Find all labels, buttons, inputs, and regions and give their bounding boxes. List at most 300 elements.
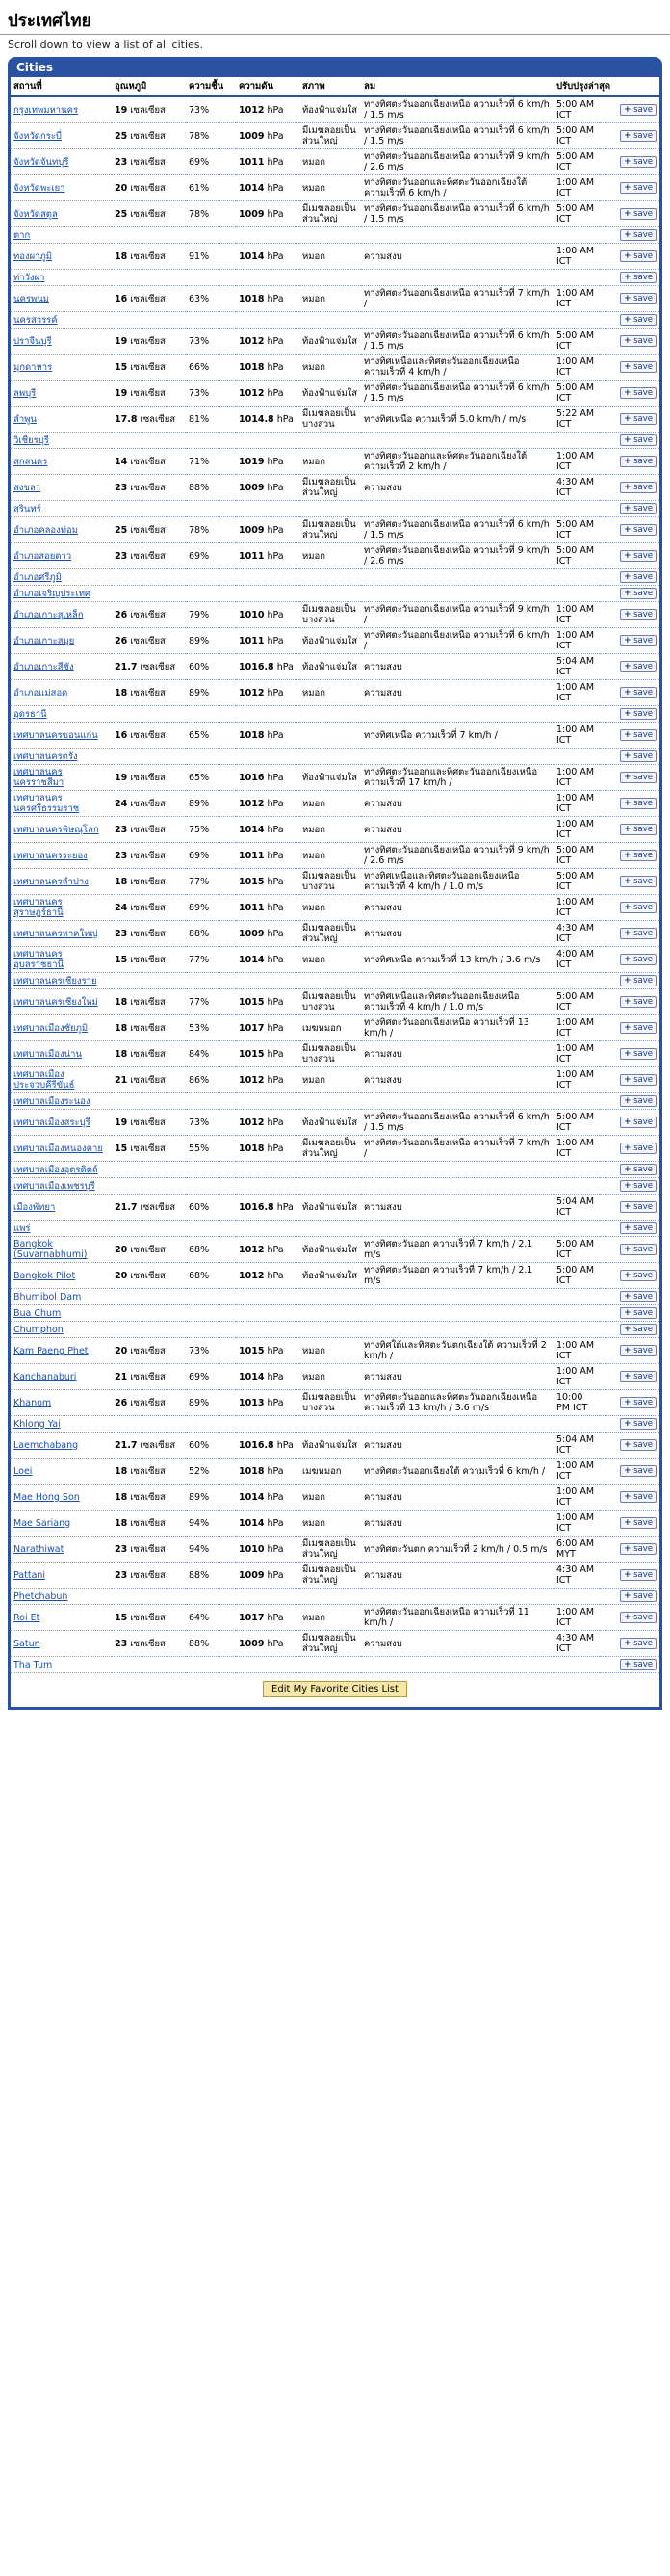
pressure-unit: hPa [267, 387, 284, 399]
save-button[interactable] [620, 104, 657, 116]
condition-value: มีเมฆลอยเป็นบางส่วน [299, 602, 361, 628]
save-button[interactable] [620, 1638, 657, 1649]
city-link[interactable]: มุกดาหาร [13, 361, 53, 373]
city-link[interactable]: เทศบาลนครระยอง [13, 850, 88, 861]
save-label: save [633, 1544, 653, 1554]
humidity-value: 68% [186, 1263, 236, 1289]
pressure-unit: hPa [267, 335, 284, 347]
condition-value: หมอก [299, 286, 361, 312]
pressure-value: 1013 [239, 1397, 265, 1408]
save-button[interactable] [620, 975, 657, 986]
city-link[interactable]: อำเภอแม่สอด [13, 687, 68, 698]
condition-value: มีเมฆลอยเป็นบางส่วน [299, 989, 361, 1015]
city-link[interactable]: เทศบาลนครพิษณุโลก [13, 824, 99, 835]
save-button[interactable] [620, 1397, 657, 1408]
city-link[interactable]: Phetchabun [13, 1590, 68, 1602]
col-condition: สภาพ [299, 77, 361, 96]
save-label: save [633, 730, 653, 740]
save-button[interactable] [620, 661, 657, 672]
save-button[interactable] [620, 729, 657, 741]
city-link[interactable]: Mae Sariang [13, 1517, 71, 1529]
save-button[interactable] [620, 1465, 657, 1477]
condition-value: ท้องฟ้าแจ่มใส [299, 765, 361, 791]
table-row [11, 501, 659, 517]
save-button[interactable] [620, 798, 657, 809]
pressure-unit: hPa [267, 1517, 284, 1529]
save-label: save [633, 105, 653, 115]
humidity-value [186, 312, 236, 329]
save-button[interactable] [620, 1439, 657, 1451]
city-link[interactable]: Bangkok Pilot [13, 1270, 76, 1281]
updated-value: 5:04 AM ICT [554, 1433, 600, 1459]
plus-icon: + [624, 1223, 631, 1233]
temp-value: 16 [115, 729, 128, 741]
save-button[interactable] [620, 571, 657, 583]
save-button[interactable] [620, 1612, 657, 1623]
save-button[interactable] [620, 772, 657, 783]
plus-icon: + [624, 1372, 631, 1381]
save-button[interactable] [620, 750, 657, 762]
condition-value: หมอก [299, 355, 361, 381]
updated-value: 1:00 AM ICT [554, 817, 600, 843]
save-button[interactable] [620, 1022, 657, 1034]
save-button[interactable] [620, 1307, 657, 1319]
wind-value: ความสงบ [361, 817, 554, 843]
city-link[interactable]: เทศบาลนครเชียงใหม่ [13, 996, 98, 1008]
save-button[interactable] [620, 387, 657, 399]
plus-icon: + [624, 483, 631, 492]
city-link[interactable]: สกลนคร [13, 456, 48, 467]
edit-favorites-button[interactable]: Edit My Favorite Cities List [263, 1681, 407, 1697]
updated-value: 6:00 AM MYT [554, 1537, 600, 1563]
condition-value [299, 1221, 361, 1237]
pressure-value: 1010 [239, 609, 265, 620]
updated-value [554, 312, 600, 329]
save-button[interactable] [620, 996, 657, 1008]
city-link[interactable]: เทศบาลเมืองระนอง [13, 1095, 90, 1107]
city-link[interactable]: ตาก [13, 229, 31, 241]
plus-icon: + [624, 1271, 631, 1280]
city-link[interactable]: เทศบาลนครลำปาง [13, 876, 89, 887]
plus-icon: + [624, 551, 631, 561]
city-link[interactable]: Khlong Yai [13, 1418, 61, 1430]
updated-value: 1:00 AM ICT [554, 244, 600, 270]
save-label: save [633, 1292, 653, 1301]
temp-unit: เซลเซียส [130, 687, 166, 698]
table-row [11, 1589, 659, 1605]
city-link[interactable]: ลำพูน [13, 413, 37, 425]
wind-value: ทางทิศตะวันออกเฉียงเหนือ ความเร็วที่ 7 km/h / [361, 1136, 554, 1162]
temp-unit: เซลเซียส [140, 413, 176, 425]
plus-icon: + [624, 525, 631, 535]
city-link[interactable]: อำเภอสอยดาว [13, 550, 72, 562]
pressure-unit: hPa [267, 182, 284, 194]
plus-icon: + [624, 610, 631, 619]
table-row [11, 569, 659, 586]
city-link[interactable]: อุดรธานี [13, 708, 47, 720]
pressure-unit: hPa [267, 1117, 284, 1128]
city-link[interactable]: แพร่ [13, 1222, 31, 1234]
condition-value [299, 312, 361, 329]
temp-value: 20 [115, 1270, 128, 1281]
updated-value: 5:00 AM ICT [554, 201, 600, 227]
save-button[interactable] [620, 293, 657, 304]
city-link[interactable]: Bua Chum [13, 1307, 62, 1319]
plus-icon: + [624, 294, 631, 303]
humidity-value: 73% [186, 1338, 236, 1364]
save-label: save [633, 1466, 653, 1476]
plus-icon: + [624, 230, 631, 240]
wind-value: ทางทิศตะวันออกเฉียงใต้ ความเร็วที่ 6 km/h / [361, 1459, 554, 1485]
city-link[interactable]: กรุงเทพมหานคร [13, 104, 79, 116]
table-row [11, 433, 659, 449]
humidity-value: 73% [186, 96, 236, 123]
save-button[interactable] [620, 1345, 657, 1356]
condition-value: ท้องฟ้าแจ่มใส [299, 1433, 361, 1459]
save-button[interactable] [620, 434, 657, 446]
condition-value: มีเมฆลอยเป็นส่วนใหญ่ [299, 1537, 361, 1563]
save-button[interactable] [620, 1222, 657, 1234]
updated-value: 5:00 AM ICT [554, 96, 600, 123]
save-button[interactable] [620, 229, 657, 241]
city-link[interactable]: อำเภอเกาะสีชัง [13, 661, 74, 672]
table-row [11, 355, 659, 381]
save-button[interactable] [620, 361, 657, 373]
pressure-unit: hPa [267, 1638, 284, 1649]
temp-value: 20 [115, 182, 128, 194]
save-button[interactable] [620, 876, 657, 887]
save-label: save [633, 1325, 653, 1334]
humidity-value [186, 1589, 236, 1605]
city-link[interactable]: ปราจีนบุรี [13, 335, 52, 347]
save-button[interactable] [620, 1543, 657, 1555]
save-button[interactable] [620, 1659, 657, 1670]
table-row [11, 449, 659, 475]
city-link[interactable]: ท่าวังผา [13, 272, 45, 283]
save-button[interactable] [620, 1324, 657, 1335]
save-button[interactable] [620, 130, 657, 142]
pressure-value: 1012 [239, 104, 265, 116]
save-button[interactable] [620, 1569, 657, 1581]
city-link[interactable]: Bhumibol Dam [13, 1291, 82, 1302]
updated-value [554, 1416, 600, 1433]
city-link[interactable]: เทศบาลเมืองเพชรบุรี [13, 1180, 95, 1192]
save-label: save [633, 1202, 653, 1212]
city-link[interactable]: Kanchanaburi [13, 1371, 77, 1382]
save-button[interactable] [620, 182, 657, 194]
pressure-unit: hPa [267, 1465, 284, 1477]
wind-value: ทางทิศตะวันออกเฉียงเหนือ ความเร็วที่ 11 km/h / [361, 1605, 554, 1631]
city-link[interactable]: เทศบาลนครหาดใหญ่ [13, 928, 98, 939]
city-link[interactable]: Pattani [13, 1569, 46, 1581]
save-button[interactable] [620, 1074, 657, 1086]
city-link[interactable]: Loei [13, 1465, 33, 1477]
city-link[interactable]: ลพบุรี [13, 387, 37, 399]
save-button[interactable] [620, 550, 657, 562]
save-button[interactable] [620, 1117, 657, 1128]
save-button[interactable] [620, 1291, 657, 1302]
table-row [11, 1657, 659, 1673]
temp-value: 23 [115, 824, 128, 835]
updated-value: 10:00 PM ICT [554, 1390, 600, 1416]
temp-value: 15 [115, 1612, 128, 1623]
humidity-value: 69% [186, 543, 236, 569]
city-link[interactable]: Roi Et [13, 1612, 40, 1623]
wind-value: ทางทิศตะวันออกเฉียงเหนือ ความเร็วที่ 6 km/h / 1.5 m/s [361, 517, 554, 543]
condition-value: หมอก [299, 1338, 361, 1364]
wind-value [361, 227, 554, 244]
table-row [11, 1322, 659, 1338]
city-link[interactable]: อำเภอศรีภูมิ [13, 571, 62, 583]
updated-value: 5:00 AM ICT [554, 869, 600, 895]
save-button[interactable] [620, 335, 657, 347]
table-row [11, 1237, 659, 1263]
save-label: save [633, 1075, 653, 1085]
save-button[interactable] [620, 850, 657, 861]
pressure-value: 1009 [239, 482, 265, 493]
city-link[interactable]: ทองผาภูมิ [13, 250, 53, 262]
city-link[interactable]: อำเภอเกาะสมุย [13, 635, 75, 646]
table-row [11, 149, 659, 175]
save-button[interactable] [620, 708, 657, 720]
humidity-value: 88% [186, 1563, 236, 1589]
city-link[interactable]: เทศบาลนครขอนแก่น [13, 729, 98, 741]
temp-unit: เซลเซียส [130, 482, 166, 493]
city-link[interactable]: Tha Tum [13, 1659, 53, 1670]
table-row [11, 1364, 659, 1390]
updated-value [554, 586, 600, 602]
table-row [11, 654, 659, 680]
city-link[interactable]: เทศบาลนครสุราษฎร์ธานี [13, 897, 64, 918]
plus-icon: + [624, 1518, 631, 1528]
plus-icon: + [624, 388, 631, 398]
save-label: save [633, 1023, 653, 1033]
wind-value: ความสงบ [361, 680, 554, 706]
city-link[interactable]: Mae Hong Son [13, 1491, 80, 1503]
humidity-value: 66% [186, 355, 236, 381]
humidity-value [186, 433, 236, 449]
pressure-value: 1014 [239, 1517, 265, 1529]
city-link[interactable]: นครพนม [13, 293, 49, 304]
save-button[interactable] [620, 1418, 657, 1430]
save-button[interactable] [620, 1491, 657, 1503]
save-label: save [633, 688, 653, 697]
city-link[interactable]: สงขลา [13, 482, 41, 493]
pressure-value: 1016 [239, 772, 265, 783]
save-label: save [633, 457, 653, 466]
updated-value: 5:04 AM ICT [554, 654, 600, 680]
save-label: save [633, 903, 653, 912]
save-label: save [633, 1591, 653, 1601]
save-button[interactable] [620, 1270, 657, 1281]
humidity-value: 53% [186, 1015, 236, 1041]
condition-value [299, 270, 361, 286]
save-button[interactable] [620, 954, 657, 965]
save-button[interactable] [620, 413, 657, 425]
save-label: save [633, 877, 653, 886]
table-row [11, 244, 659, 270]
city-link[interactable]: เทศบาลนครเชียงราย [13, 975, 97, 986]
condition-value: มีเมฆลอยเป็นส่วนใหญ่ [299, 475, 361, 501]
condition-value: หมอก [299, 543, 361, 569]
save-label: save [633, 799, 653, 808]
city-link[interactable]: Bangkok (Suvarnabhumi) [13, 1239, 88, 1260]
condition-value [299, 569, 361, 586]
save-button[interactable] [620, 588, 657, 599]
save-button[interactable] [620, 503, 657, 514]
city-link[interactable]: เทศบาลนครนครศรีธรรมราช [13, 793, 80, 814]
pressure-value: 1019 [239, 456, 265, 467]
table-row [11, 407, 659, 433]
city-link[interactable]: เทศบาลเมืองชัยภูมิ [13, 1022, 89, 1034]
city-link[interactable]: เทศบาลเมืองอุตรดิตถ์ [13, 1164, 98, 1175]
pressure-value: 1015 [239, 996, 265, 1008]
updated-value [554, 973, 600, 989]
plus-icon: + [624, 1419, 631, 1429]
save-button[interactable] [620, 1517, 657, 1529]
temp-value: 19 [115, 772, 128, 783]
city-link[interactable]: Satun [13, 1638, 40, 1649]
updated-value [554, 270, 600, 286]
city-link[interactable]: เทศบาลนครอุบลราชธานี [13, 949, 64, 970]
humidity-value: 65% [186, 765, 236, 791]
table-row [11, 1433, 659, 1459]
save-button[interactable] [620, 1164, 657, 1175]
city-link[interactable]: เทศบาลนครตรัง [13, 750, 78, 762]
pressure-unit: hPa [267, 996, 284, 1008]
city-link[interactable]: วิเชียรบุรี [13, 434, 49, 446]
table-body [11, 96, 659, 1673]
save-button[interactable] [620, 272, 657, 283]
table-row [11, 1263, 659, 1289]
city-link[interactable]: จังหวัดพะเยา [13, 182, 65, 194]
save-label: save [633, 209, 653, 219]
city-link[interactable]: อำเภอเกาะสุเหล็ก [13, 609, 84, 620]
plus-icon: + [624, 773, 631, 782]
city-link[interactable]: จังหวัดจันทบุรี [13, 156, 69, 168]
wind-value: ทางทิศตะวันออกเฉียงเหนือ ความเร็วที่ 6 km/h / [361, 628, 554, 654]
save-button[interactable] [620, 1201, 657, 1213]
city-link[interactable]: เทศบาลเมืองสระบุรี [13, 1117, 90, 1128]
updated-value: 5:00 AM ICT [554, 517, 600, 543]
city-link[interactable]: Kam Paeng Phet [13, 1345, 89, 1356]
city-link[interactable]: จังหวัดกระบี่ [13, 130, 62, 142]
updated-value [554, 569, 600, 586]
save-label: save [633, 362, 653, 372]
save-button[interactable] [620, 928, 657, 939]
condition-value [299, 433, 361, 449]
city-link[interactable]: Khanom [13, 1397, 52, 1408]
city-link[interactable]: อำเภอเจริญประเทศ [13, 588, 91, 599]
wind-value: ความสงบ [361, 1631, 554, 1657]
wind-value [361, 973, 554, 989]
save-button[interactable] [620, 902, 657, 913]
wind-value [361, 1322, 554, 1338]
temp-unit: เซลเซียส [140, 1201, 176, 1213]
save-button[interactable] [620, 482, 657, 493]
save-label: save [633, 1245, 653, 1254]
save-button[interactable] [620, 1048, 657, 1060]
wind-value [361, 569, 554, 586]
save-button[interactable] [620, 635, 657, 646]
save-button[interactable] [620, 250, 657, 262]
save-button[interactable] [620, 609, 657, 620]
city-link[interactable]: Laemchabang [13, 1439, 79, 1451]
wind-value: ทางทิศตะวันออกเฉียงเหนือ ความเร็วที่ 6 km/h / 1.5 m/s [361, 1110, 554, 1136]
pressure-value: 1014.8 [239, 413, 274, 425]
humidity-value: 91% [186, 244, 236, 270]
city-link[interactable]: เทศบาลเมืองประจวบคีรีขันธ์ [13, 1069, 75, 1091]
table-row [11, 1563, 659, 1589]
humidity-value: 84% [186, 1041, 236, 1067]
pressure-value: 1012 [239, 1117, 265, 1128]
humidity-value: 81% [186, 407, 236, 433]
city-link[interactable]: Chumphon [13, 1324, 64, 1335]
humidity-value: 55% [186, 1136, 236, 1162]
save-button[interactable] [620, 314, 657, 326]
save-label: save [633, 1308, 653, 1318]
pressure-unit: hPa [267, 156, 284, 168]
save-button[interactable] [620, 456, 657, 467]
city-link[interactable]: นครสวรรค์ [13, 314, 58, 326]
pressure-unit: hPa [267, 729, 284, 741]
save-button[interactable] [620, 1180, 657, 1192]
save-button[interactable] [620, 1590, 657, 1602]
temp-value: 19 [115, 104, 128, 116]
city-link[interactable]: Narathiwat [13, 1543, 64, 1555]
save-button[interactable] [620, 1095, 657, 1107]
wind-value: ทางทิศเหนือและทิศตะวันออกเฉียงเหนือ ความเร็วที่ 4 km/h / [361, 355, 554, 381]
city-link[interactable]: อำเภอคลองท่อม [13, 524, 79, 536]
save-button[interactable] [620, 1371, 657, 1382]
humidity-value: 89% [186, 791, 236, 817]
col-station: สถานที่ [11, 77, 112, 96]
temp-value: 26 [115, 609, 128, 620]
updated-value [554, 749, 600, 765]
temp-value: 23 [115, 928, 128, 939]
save-button[interactable] [620, 524, 657, 536]
temp-unit: เซลเซียส [130, 1612, 166, 1623]
wind-value: ทางทิศตะวันออกเฉียงเหนือ ความเร็วที่ 6 km/h / 1.5 m/s [361, 123, 554, 149]
save-button[interactable] [620, 156, 657, 168]
save-button[interactable] [620, 824, 657, 835]
wind-value [361, 501, 554, 517]
save-label: save [633, 1518, 653, 1528]
city-link[interactable]: จังหวัดสตูล [13, 208, 58, 220]
temp-unit: เซลเซียส [130, 1270, 166, 1281]
city-link[interactable]: สุรินทร์ [13, 503, 41, 514]
city-link[interactable]: เมืองพัทยา [13, 1201, 56, 1213]
city-link[interactable]: เทศบาลเมืองหนองคาย [13, 1143, 103, 1154]
city-link[interactable]: เทศบาลนครนครราชสีมา [13, 767, 64, 788]
humidity-value: 75% [186, 817, 236, 843]
updated-value: 1:00 AM ICT [554, 1364, 600, 1390]
wind-value: ความสงบ [361, 654, 554, 680]
pressure-value: 1009 [239, 1569, 265, 1581]
save-button[interactable] [620, 687, 657, 698]
save-button[interactable] [620, 1244, 657, 1255]
city-link[interactable]: เทศบาลเมืองน่าน [13, 1048, 82, 1060]
save-button[interactable] [620, 1143, 657, 1154]
pressure-value: 1015 [239, 1048, 265, 1060]
save-button[interactable] [620, 208, 657, 220]
humidity-value [186, 1221, 236, 1237]
pressure-unit: hPa [267, 524, 284, 536]
table-row [11, 1305, 659, 1322]
pressure-unit: hPa [267, 1543, 284, 1555]
temp-unit: เซลเซียส [130, 1569, 166, 1581]
save-label: save [633, 414, 653, 424]
